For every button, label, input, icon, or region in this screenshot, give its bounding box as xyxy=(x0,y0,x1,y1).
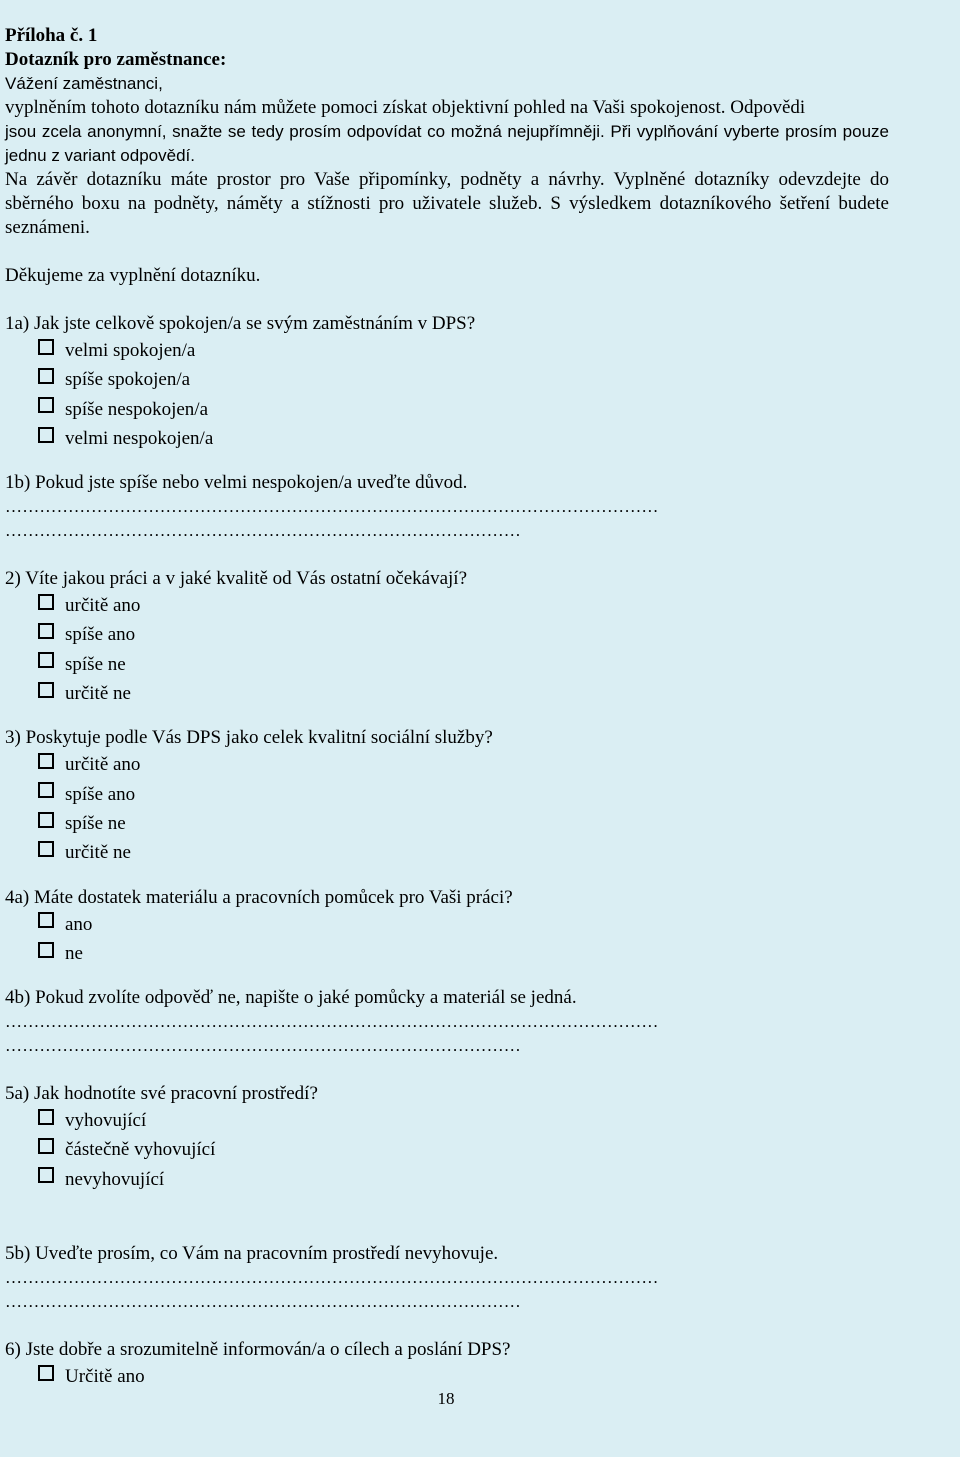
question-3: 3) Poskytuje podle Vás DPS jako celek kvalitní sociální služby? xyxy=(5,727,493,749)
checkbox[interactable] xyxy=(38,594,54,610)
option[interactable]: určitě ne xyxy=(38,838,889,867)
option[interactable]: spíše nespokojen/a xyxy=(38,395,889,424)
checkbox[interactable] xyxy=(38,1109,54,1125)
checkbox[interactable] xyxy=(38,841,54,857)
answer-line[interactable]: …………………………………………………………………………………………………… xyxy=(5,497,659,517)
question-2-options xyxy=(38,591,889,708)
option[interactable]: spíše ne xyxy=(38,650,889,679)
checkbox[interactable] xyxy=(38,1365,54,1381)
intro-line-3: Na závěr dotazníku máte prostor pro Vaše připomínky, podněty a návrhy. Vyplněné dotazníky odevzdejte do sběrného boxu na podněty, náměty a stížnosti pro uživatele služeb. S výsledkem dotazníkového šetření budete seznámeni. xyxy=(5,169,889,238)
greeting: Vážení zaměstnanci, xyxy=(5,74,163,93)
question-1b: 1b) Pokud jste spíše nebo velmi nespokojen/a uveďte důvod. xyxy=(5,472,468,494)
option[interactable]: spíše ano xyxy=(38,780,889,809)
form-title: Dotazník pro zaměstnance: xyxy=(5,49,227,70)
intro-line-2: jsou zcela anonymní, snažte se tedy prosím odpovídat co možná nejupřímněji. Při vyplňování vyberte prosím pouze jednu z variant odpovědí. xyxy=(5,122,889,165)
question-1a: 1a) Jak jste celkově spokojen/a se svým zaměstnáním v DPS? xyxy=(5,313,476,334)
option[interactable]: určitě ne xyxy=(38,679,889,708)
thanks-text: Děkujeme za vyplnění dotazníku. xyxy=(5,265,261,286)
question-2: 2) Víte jakou práci a v jaké kvalitě od Vás ostatní očekávají? xyxy=(5,568,468,590)
question-3-options xyxy=(38,750,889,867)
answer-line[interactable]: …………………………………………………………………………………………………… xyxy=(5,1268,659,1288)
checkbox[interactable] xyxy=(38,942,54,958)
option[interactable]: vyhovující xyxy=(38,1106,889,1135)
option[interactable]: velmi nespokojen/a xyxy=(38,424,889,453)
checkbox[interactable] xyxy=(38,397,54,413)
checkbox[interactable] xyxy=(38,1138,54,1154)
option[interactable]: určitě ano xyxy=(38,750,889,779)
question-5a-options xyxy=(38,1106,889,1194)
option[interactable]: spíše ne xyxy=(38,809,889,838)
option[interactable]: spíše spokojen/a xyxy=(38,365,889,394)
option[interactable]: spíše ano xyxy=(38,620,889,649)
checkbox[interactable] xyxy=(38,782,54,798)
option[interactable]: částečně vyhovující xyxy=(38,1135,889,1164)
option[interactable]: ano xyxy=(38,910,889,939)
page-number: 18 xyxy=(437,1389,455,1408)
annex-title: Příloha č. 1 xyxy=(5,25,98,46)
intro-line-1: vyplněním tohoto dotazníku nám můžete pomoci získat objektivní pohled na Vaši spokojenost. Odpovědi xyxy=(5,97,806,118)
checkbox[interactable] xyxy=(38,912,54,928)
answer-line[interactable]: ……………………………………………………………………………… xyxy=(5,521,521,541)
question-6: 6) Jste dobře a srozumitelně informován/a o cílech a poslání DPS? xyxy=(5,1339,511,1361)
question-5b: 5b) Uveďte prosím, co Vám na pracovním prostředí nevyhovuje. xyxy=(5,1243,499,1265)
question-4a: 4a) Máte dostatek materiálu a pracovních pomůcek pro Vaši práci? xyxy=(5,886,513,908)
checkbox[interactable] xyxy=(38,623,54,639)
checkbox[interactable] xyxy=(38,753,54,769)
answer-line[interactable]: …………………………………………………………………………………………………… xyxy=(5,1012,659,1032)
question-5a: 5a) Jak hodnotíte své pracovní prostředí? xyxy=(5,1083,318,1105)
option[interactable]: velmi spokojen/a xyxy=(38,336,889,365)
checkbox[interactable] xyxy=(38,812,54,828)
checkbox[interactable] xyxy=(38,682,54,698)
option[interactable]: ne xyxy=(38,939,889,968)
question-6-options xyxy=(38,1362,889,1391)
checkbox[interactable] xyxy=(38,368,54,384)
questionnaire-page xyxy=(5,24,889,1391)
question-1a-options xyxy=(38,336,889,453)
checkbox[interactable] xyxy=(38,427,54,443)
question-4b: 4b) Pokud zvolíte odpověď ne, napište o jaké pomůcky a materiál se jedná. xyxy=(5,987,577,1009)
checkbox[interactable] xyxy=(38,652,54,668)
answer-line[interactable]: ……………………………………………………………………………… xyxy=(5,1292,521,1312)
option[interactable]: určitě ano xyxy=(38,591,889,620)
checkbox[interactable] xyxy=(38,339,54,355)
option[interactable]: nevyhovující xyxy=(38,1165,889,1194)
question-4a-options xyxy=(38,910,889,969)
answer-line[interactable]: ……………………………………………………………………………… xyxy=(5,1036,521,1056)
option[interactable]: Určitě ano xyxy=(38,1362,889,1391)
checkbox[interactable] xyxy=(38,1167,54,1183)
